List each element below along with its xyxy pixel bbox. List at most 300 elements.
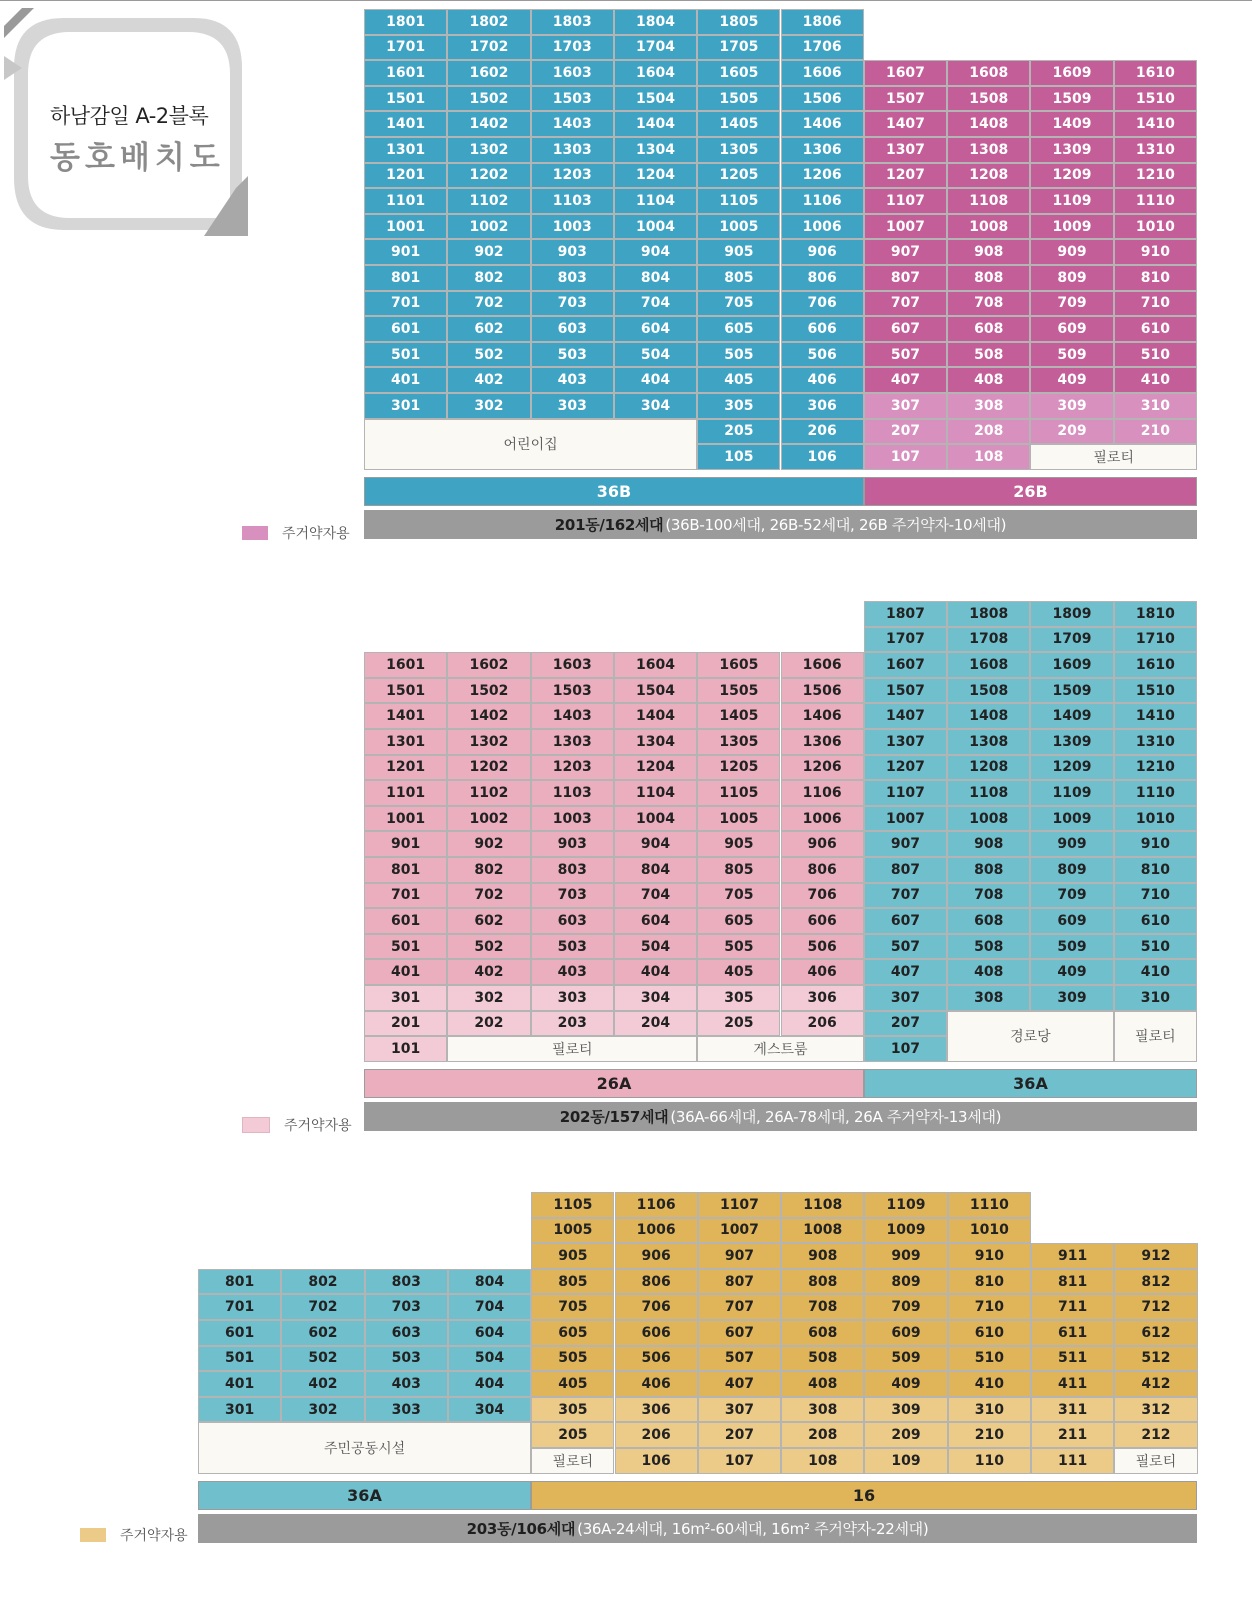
legend-label: 주거약자용	[120, 1528, 188, 1544]
unit-cell: 211	[1031, 1422, 1114, 1448]
unit-cell: 1304	[614, 729, 697, 755]
unit-cell: 501	[364, 934, 447, 960]
unit-cell: 1509	[1030, 86, 1113, 112]
unit-cell: 602	[281, 1320, 364, 1346]
unit-cell: 810	[1114, 265, 1197, 291]
unit-cell: 302	[447, 985, 530, 1011]
unit-cell: 1405	[697, 703, 780, 729]
unit-cell: 806	[615, 1269, 698, 1295]
unit-cell: 604	[614, 908, 697, 934]
unit-cell: 905	[697, 831, 780, 857]
unit-cell: 1106	[781, 780, 864, 806]
unit-cell: 1702	[447, 35, 530, 61]
unit-cell: 508	[947, 342, 1030, 368]
unit-cell: 610	[948, 1320, 1031, 1346]
unit-cell: 502	[447, 934, 530, 960]
unit-cell: 1407	[864, 703, 947, 729]
unit-cell: 406	[781, 959, 864, 985]
unit-cell: 1402	[447, 703, 530, 729]
unit-cell: 802	[447, 857, 530, 883]
unit-cell: 1605	[697, 652, 780, 678]
unit-cell: 1309	[1030, 729, 1113, 755]
unit-cell: 1007	[864, 806, 947, 832]
unit-cell: 1007	[864, 214, 947, 240]
unit-cell: 609	[864, 1320, 947, 1346]
unit-cell: 509	[1030, 342, 1113, 368]
unit-cell: 1307	[864, 729, 947, 755]
unit-cell: 908	[781, 1243, 864, 1269]
unit-cell: 706	[781, 291, 864, 317]
unit-cell: 504	[614, 934, 697, 960]
unit-cell: 1310	[1114, 137, 1197, 163]
unit-cell: 1308	[947, 729, 1030, 755]
unit-cell: 1104	[614, 780, 697, 806]
unit-cell: 310	[1114, 985, 1197, 1011]
unit-cell: 207	[698, 1422, 781, 1448]
unit-cell: 1804	[614, 9, 697, 35]
unit-cell: 1503	[531, 678, 614, 704]
unit-cell: 1208	[947, 755, 1030, 781]
unit-cell: 908	[947, 831, 1030, 857]
building-202-legend	[242, 1115, 352, 1135]
unit-cell: 1006	[615, 1218, 698, 1244]
unit-cell: 1202	[447, 755, 530, 781]
unit-cell: 507	[698, 1346, 781, 1372]
unit-cell: 310	[948, 1397, 1031, 1423]
unit-cell: 510	[1114, 934, 1197, 960]
building-203-summary-main: 203동/106세대	[466, 1520, 576, 1538]
unit-cell: 1805	[697, 9, 780, 35]
legend-label: 주거약자용	[282, 526, 350, 542]
unit-cell: 906	[781, 831, 864, 857]
unit-cell: 108	[947, 444, 1030, 470]
unit-cell: 401	[364, 367, 447, 393]
unit-cell: 308	[947, 393, 1030, 419]
unit-cell: 1601	[364, 652, 447, 678]
unit-cell: 402	[447, 959, 530, 985]
unit-cell: 1709	[1030, 627, 1113, 653]
unit-cell: 706	[781, 883, 864, 909]
unit-cell: 902	[447, 239, 530, 265]
unit-cell: 1509	[1030, 678, 1113, 704]
unit-cell: 505	[697, 934, 780, 960]
unit-cell: 1009	[1030, 214, 1113, 240]
unit-cell: 510	[948, 1346, 1031, 1372]
unit-cell: 1107	[864, 188, 947, 214]
unit-cell: 1005	[531, 1218, 614, 1244]
unit-cell: 805	[531, 1269, 614, 1295]
unit-cell: 1607	[864, 60, 947, 86]
unit-cell: 805	[697, 857, 780, 883]
unit-cell: 303	[531, 985, 614, 1011]
unit-cell: 311	[1031, 1397, 1114, 1423]
unit-cell: 306	[781, 985, 864, 1011]
unit-cell: 1409	[1030, 111, 1113, 137]
unit-cell: 707	[864, 883, 947, 909]
unit-cell: 402	[281, 1371, 364, 1397]
unit-cell: 605	[531, 1320, 614, 1346]
unit-cell: 404	[614, 959, 697, 985]
unit-cell: 711	[1031, 1294, 1114, 1320]
unit-cell: 1006	[781, 806, 864, 832]
unit-cell: 109	[864, 1448, 947, 1474]
unit-cell: 1003	[531, 806, 614, 832]
unit-cell: 1010	[948, 1218, 1031, 1244]
unit-cell: 504	[448, 1346, 531, 1372]
unit-cell: 1710	[1114, 627, 1197, 653]
unit-cell: 1208	[947, 163, 1030, 189]
unit-cell: 1502	[447, 86, 530, 112]
unit-cell: 1004	[614, 214, 697, 240]
unit-cell: 309	[1030, 985, 1113, 1011]
unit-cell: 1001	[364, 214, 447, 240]
unit-cell: 202	[447, 1011, 530, 1037]
facility-cell: 필로티	[1030, 444, 1197, 470]
unit-cell: 704	[614, 883, 697, 909]
unit-cell: 1608	[947, 652, 1030, 678]
unit-cell: 407	[864, 367, 947, 393]
unit-cell: 1610	[1114, 60, 1197, 86]
unit-cell: 1601	[364, 60, 447, 86]
unit-cell: 1009	[864, 1218, 947, 1244]
unit-cell: 905	[697, 239, 780, 265]
unit-cell: 210	[1114, 419, 1197, 445]
unit-cell: 907	[698, 1243, 781, 1269]
unit-cell: 607	[698, 1320, 781, 1346]
facility-cell: 필로티	[1114, 1011, 1197, 1062]
unit-cell: 612	[1114, 1320, 1197, 1346]
unit-cell: 605	[697, 908, 780, 934]
unit-cell: 208	[947, 419, 1030, 445]
unit-cell: 1506	[781, 86, 864, 112]
unit-cell: 701	[364, 883, 447, 909]
unit-cell: 1605	[697, 60, 780, 86]
unit-cell: 710	[1114, 291, 1197, 317]
unit-cell: 504	[614, 342, 697, 368]
unit-cell: 304	[614, 393, 697, 419]
unit-cell: 205	[697, 419, 780, 445]
unit-cell: 411	[1031, 1371, 1114, 1397]
unit-cell: 408	[781, 1371, 864, 1397]
unit-cell: 1606	[781, 652, 864, 678]
unit-cell: 1404	[614, 111, 697, 137]
unit-cell: 507	[864, 342, 947, 368]
unit-cell: 1106	[615, 1192, 698, 1218]
unit-cell: 1506	[781, 678, 864, 704]
unit-cell: 806	[781, 265, 864, 291]
unit-cell: 701	[198, 1294, 281, 1320]
unit-cell: 409	[1030, 367, 1113, 393]
unit-cell: 305	[697, 393, 780, 419]
unit-cell: 909	[1030, 831, 1113, 857]
unit-cell: 1204	[614, 163, 697, 189]
unit-cell: 1209	[1030, 755, 1113, 781]
unit-cell: 1302	[447, 729, 530, 755]
unit-cell: 1301	[364, 137, 447, 163]
unit-cell: 801	[198, 1269, 281, 1295]
unit-cell: 806	[781, 857, 864, 883]
unit-cell: 701	[364, 291, 447, 317]
unit-cell: 1005	[697, 214, 780, 240]
unit-cell: 709	[1030, 883, 1113, 909]
unit-cell: 312	[1114, 1397, 1197, 1423]
unit-cell: 707	[864, 291, 947, 317]
unit-cell: 812	[1114, 1269, 1197, 1295]
unit-cell: 708	[947, 883, 1030, 909]
unit-cell: 704	[448, 1294, 531, 1320]
unit-cell: 1603	[531, 60, 614, 86]
unit-cell: 307	[864, 393, 947, 419]
unit-cell: 608	[947, 908, 1030, 934]
unit-cell: 601	[364, 908, 447, 934]
unit-cell: 1204	[614, 755, 697, 781]
unit-cell: 1807	[864, 601, 947, 627]
unit-cell: 805	[697, 265, 780, 291]
unit-cell: 307	[864, 985, 947, 1011]
unit-cell: 1201	[364, 163, 447, 189]
unit-cell: 604	[448, 1320, 531, 1346]
unit-cell: 1010	[1114, 806, 1197, 832]
unit-cell: 401	[364, 959, 447, 985]
unit-cell: 405	[697, 367, 780, 393]
unit-cell: 1210	[1114, 163, 1197, 189]
unit-cell: 1001	[364, 806, 447, 832]
unit-cell: 210	[948, 1422, 1031, 1448]
unit-cell: 207	[864, 419, 947, 445]
unit-cell: 705	[531, 1294, 614, 1320]
unit-cell: 1501	[364, 86, 447, 112]
unit-cell: 703	[531, 291, 614, 317]
legend-label: 주거약자용	[284, 1118, 352, 1134]
unit-cell: 906	[615, 1243, 698, 1269]
unit-cell: 309	[1030, 393, 1113, 419]
unit-cell: 1603	[531, 652, 614, 678]
unit-cell: 503	[531, 342, 614, 368]
unit-cell: 1504	[614, 678, 697, 704]
unit-cell: 1305	[697, 729, 780, 755]
unit-cell: 809	[1030, 857, 1113, 883]
unit-cell: 308	[781, 1397, 864, 1423]
facility-cell: 필로티	[1114, 1448, 1197, 1474]
unit-cell: 108	[781, 1448, 864, 1474]
unit-cell: 407	[864, 959, 947, 985]
unit-cell: 707	[698, 1294, 781, 1320]
unit-cell: 406	[781, 367, 864, 393]
unit-cell: 209	[1030, 419, 1113, 445]
unit-cell: 304	[614, 985, 697, 1011]
unit-cell: 606	[781, 908, 864, 934]
legend-swatch-icon	[80, 1528, 106, 1542]
unit-cell: 1102	[447, 780, 530, 806]
unit-cell: 1006	[781, 214, 864, 240]
unit-cell: 106	[781, 444, 864, 470]
unit-cell: 603	[531, 908, 614, 934]
unit-cell: 503	[531, 934, 614, 960]
page-title: 하남감일 A-2블록	[50, 104, 209, 128]
unit-cell: 1206	[781, 755, 864, 781]
unit-cell: 808	[947, 857, 1030, 883]
unit-cell: 1505	[697, 86, 780, 112]
unit-cell: 807	[864, 857, 947, 883]
facility-cell: 필로티	[531, 1448, 614, 1474]
unit-cell: 1203	[531, 755, 614, 781]
unit-cell: 301	[198, 1397, 281, 1423]
unit-cell: 703	[365, 1294, 448, 1320]
unit-cell: 703	[531, 883, 614, 909]
unit-cell: 1504	[614, 86, 697, 112]
unit-cell: 710	[948, 1294, 1031, 1320]
unit-cell: 603	[365, 1320, 448, 1346]
unit-cell: 1607	[864, 652, 947, 678]
unit-cell: 803	[531, 857, 614, 883]
unit-cell: 107	[698, 1448, 781, 1474]
unit-cell: 906	[781, 239, 864, 265]
unit-cell: 1404	[614, 703, 697, 729]
building-202-summary-main: 202동/157세대	[559, 1108, 669, 1126]
unit-cell: 909	[1030, 239, 1113, 265]
unit-cell: 804	[448, 1269, 531, 1295]
unit-cell: 508	[781, 1346, 864, 1372]
unit-cell: 808	[947, 265, 1030, 291]
unit-cell: 409	[1030, 959, 1113, 985]
unit-cell: 1008	[947, 214, 1030, 240]
unit-cell: 1206	[781, 163, 864, 189]
unit-cell: 907	[864, 831, 947, 857]
unit-cell: 1002	[447, 214, 530, 240]
unit-cell: 407	[698, 1371, 781, 1397]
unit-cell: 206	[615, 1422, 698, 1448]
unit-cell: 607	[864, 908, 947, 934]
building-202-type-26a: 26A	[364, 1069, 864, 1098]
unit-cell: 1604	[614, 60, 697, 86]
unit-cell: 1004	[614, 806, 697, 832]
unit-cell: 1007	[698, 1218, 781, 1244]
legend-swatch-icon	[242, 526, 268, 540]
unit-cell: 601	[198, 1320, 281, 1346]
unit-cell: 503	[365, 1346, 448, 1372]
unit-cell: 908	[947, 239, 1030, 265]
unit-cell: 1609	[1030, 652, 1113, 678]
unit-cell: 1008	[781, 1218, 864, 1244]
unit-cell: 502	[281, 1346, 364, 1372]
unit-cell: 1106	[781, 188, 864, 214]
building-202-type-36a: 36A	[864, 1069, 1197, 1098]
unit-cell: 803	[531, 265, 614, 291]
unit-cell: 1210	[1114, 755, 1197, 781]
unit-cell: 1003	[531, 214, 614, 240]
unit-cell: 106	[615, 1448, 698, 1474]
unit-cell: 1410	[1114, 111, 1197, 137]
unit-cell: 1102	[447, 188, 530, 214]
unit-cell: 209	[864, 1422, 947, 1448]
unit-cell: 1302	[447, 137, 530, 163]
unit-cell: 1310	[1114, 729, 1197, 755]
unit-cell: 1203	[531, 163, 614, 189]
unit-cell: 308	[947, 985, 1030, 1011]
unit-cell: 305	[531, 1397, 614, 1423]
unit-cell: 602	[447, 316, 530, 342]
unit-cell: 801	[364, 265, 447, 291]
unit-cell: 303	[365, 1397, 448, 1423]
unit-cell: 1005	[697, 806, 780, 832]
building-201-summary	[364, 510, 1197, 539]
building-202-summary	[364, 1102, 1197, 1131]
unit-cell: 1604	[614, 652, 697, 678]
unit-cell: 811	[1031, 1269, 1114, 1295]
unit-cell: 1110	[1114, 188, 1197, 214]
unit-cell: 910	[1114, 831, 1197, 857]
unit-cell: 1103	[531, 780, 614, 806]
unit-cell: 1803	[531, 9, 614, 35]
unit-cell: 710	[1114, 883, 1197, 909]
unit-cell: 608	[947, 316, 1030, 342]
unit-cell: 501	[364, 342, 447, 368]
unit-cell: 401	[198, 1371, 281, 1397]
unit-cell: 302	[447, 393, 530, 419]
unit-cell: 912	[1114, 1243, 1197, 1269]
unit-cell: 505	[531, 1346, 614, 1372]
unit-cell: 1609	[1030, 60, 1113, 86]
unit-cell: 709	[864, 1294, 947, 1320]
unit-cell: 205	[531, 1422, 614, 1448]
unit-cell: 505	[697, 342, 780, 368]
unit-cell: 604	[614, 316, 697, 342]
unit-cell: 808	[781, 1269, 864, 1295]
unit-cell: 1008	[947, 806, 1030, 832]
unit-cell: 803	[365, 1269, 448, 1295]
unit-cell: 1505	[697, 678, 780, 704]
unit-cell: 1309	[1030, 137, 1113, 163]
facility-cell: 경로당	[947, 1011, 1114, 1062]
unit-cell: 712	[1114, 1294, 1197, 1320]
unit-cell: 508	[947, 934, 1030, 960]
unit-cell: 1610	[1114, 652, 1197, 678]
unit-cell: 1205	[697, 163, 780, 189]
unit-cell: 1705	[697, 35, 780, 61]
unit-cell: 1406	[781, 703, 864, 729]
unit-cell: 208	[781, 1422, 864, 1448]
legend-swatch-icon	[242, 1117, 270, 1133]
unit-cell: 203	[531, 1011, 614, 1037]
unit-cell: 309	[864, 1397, 947, 1423]
unit-cell: 111	[1031, 1448, 1114, 1474]
unit-cell: 1207	[864, 755, 947, 781]
unit-cell: 307	[698, 1397, 781, 1423]
unit-cell: 905	[531, 1243, 614, 1269]
unit-cell: 708	[781, 1294, 864, 1320]
unit-cell: 404	[448, 1371, 531, 1397]
unit-cell: 705	[697, 291, 780, 317]
unit-cell: 107	[864, 1036, 947, 1062]
unit-cell: 1107	[698, 1192, 781, 1218]
unit-cell: 1701	[364, 35, 447, 61]
unit-cell: 1608	[947, 60, 1030, 86]
unit-cell: 206	[781, 1011, 864, 1037]
unit-cell: 412	[1114, 1371, 1197, 1397]
unit-cell: 1110	[1114, 780, 1197, 806]
unit-cell: 902	[447, 831, 530, 857]
unit-cell: 1606	[781, 60, 864, 86]
unit-cell: 1110	[948, 1192, 1031, 1218]
unit-cell: 709	[1030, 291, 1113, 317]
unit-cell: 1104	[614, 188, 697, 214]
unit-cell: 706	[615, 1294, 698, 1320]
unit-cell: 1706	[781, 35, 864, 61]
unit-cell: 107	[864, 444, 947, 470]
unit-cell: 1109	[1030, 188, 1113, 214]
building-203-legend	[80, 1525, 188, 1545]
unit-cell: 708	[947, 291, 1030, 317]
